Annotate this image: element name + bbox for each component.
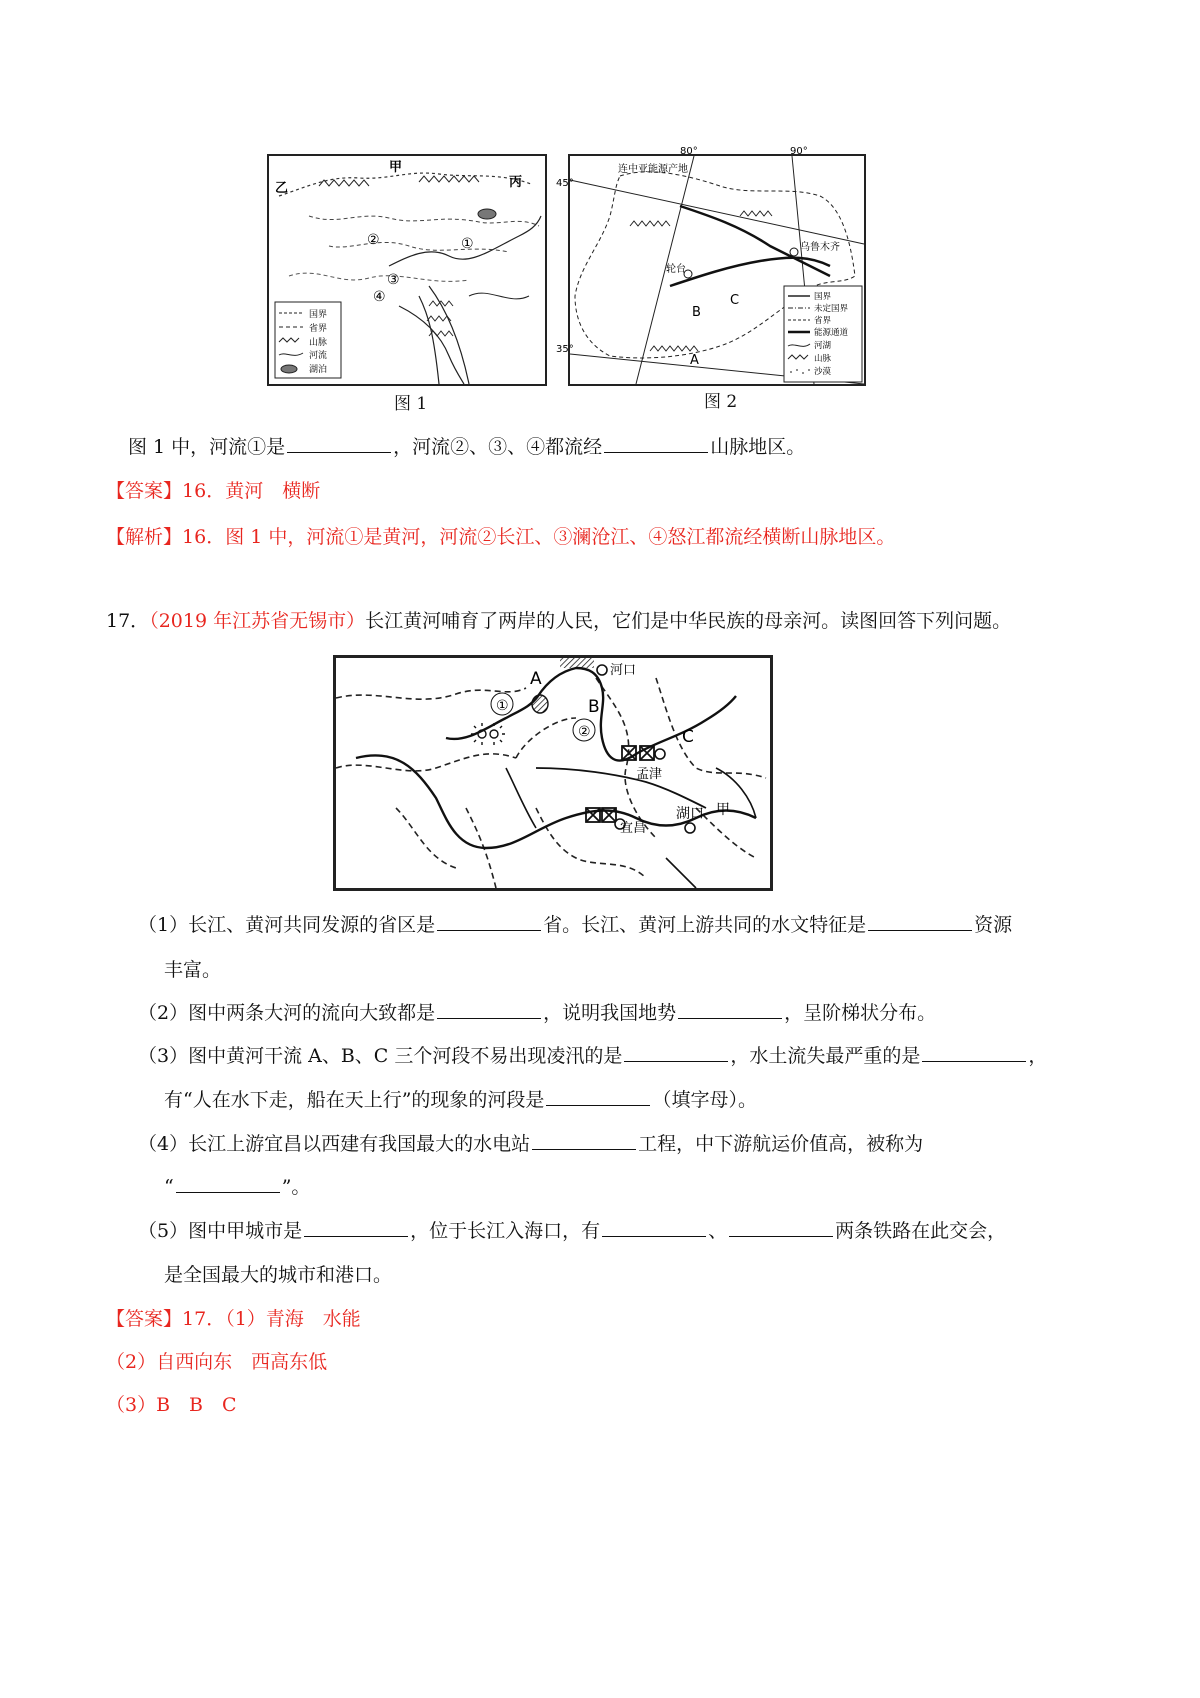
q17-map-city-hukou: 湖口 bbox=[676, 806, 704, 822]
figure-1-caption: 图 1 bbox=[394, 394, 428, 414]
fig2-city-urumqi: 乌鲁木齐 bbox=[800, 242, 840, 253]
q17-stem: 17．（2019 年江苏省无锡市）长江黄河哺育了两岸的人民，它们是中华民族的母亲河。读图回答下列问题。 bbox=[106, 610, 1012, 632]
q17-item-5-cont: 是全国最大的城市和港口。 bbox=[164, 1264, 393, 1286]
fig1-label-jia: 甲 bbox=[389, 160, 403, 175]
fig2-legend-0: 国界 bbox=[814, 292, 832, 302]
fig1-legend-3: 河流 bbox=[309, 351, 328, 361]
q17-map-city-yichang: 宜昌 bbox=[620, 821, 647, 836]
q17-item-2: （2）图中两条大河的流向大致都是 ，说明我国地势 ，呈阶梯状分布。 bbox=[138, 1002, 937, 1024]
fig2-label-C: C bbox=[730, 293, 740, 308]
q17-map-label-r1: ① bbox=[496, 698, 509, 714]
fig1-legend-0: 国界 bbox=[309, 310, 328, 320]
figure-2-caption: 图 2 bbox=[704, 392, 738, 412]
fig2-lat-45: 45° bbox=[556, 178, 574, 189]
fig1-legend-4: 湖泊 bbox=[309, 365, 328, 375]
q17-item-1: （1）长江、黄河共同发源的省区是 省。长江、黄河上游共同的水文特征是 资源 bbox=[138, 914, 1013, 936]
q17-map-label-B: B bbox=[588, 697, 600, 717]
fig1-river-2: ② bbox=[367, 232, 380, 248]
fig1-legend-2: 山脉 bbox=[309, 338, 328, 348]
q16-analysis: 【解析】16．图 1 中，河流①是黄河，河流②长江、③澜沧江、④怒江都流经横断山脉地区。 bbox=[106, 526, 896, 548]
q17-map-label-A: A bbox=[530, 669, 542, 689]
q17-map-label-C: C bbox=[682, 727, 694, 747]
q17-item-5: （5）图中甲城市是 ，位于长江入海口，有 、 两条铁路在此交会， bbox=[138, 1220, 1007, 1242]
fig1-river-1: ① bbox=[461, 236, 474, 252]
q17-item-3-cont: 有“人在水下走，船在天上行”的现象的河段是 （填字母）。 bbox=[164, 1089, 757, 1111]
fig2-pipeline-label: 连中亚能源产地 bbox=[618, 164, 688, 175]
q17-3-blank-3[interactable] bbox=[546, 1087, 650, 1106]
fig2-legend-6: 沙漠 bbox=[814, 367, 832, 377]
fig2-legend-5: 山脉 bbox=[814, 354, 832, 364]
q17-1-blank-1[interactable] bbox=[437, 912, 541, 931]
fig2-city-luntai: 轮台 bbox=[666, 264, 686, 275]
q17-3-blank-2[interactable] bbox=[922, 1043, 1026, 1062]
q16-answer: 【答案】16．黄河 横断 bbox=[106, 480, 321, 502]
q17-source: （2019 年江苏省无锡市） bbox=[149, 610, 366, 632]
q17-5-blank-2[interactable] bbox=[602, 1218, 706, 1237]
q17-item-4-cont: “ ”。 bbox=[164, 1176, 311, 1198]
q16-blank-2[interactable] bbox=[604, 434, 708, 453]
fig2-label-B: B bbox=[692, 305, 701, 320]
q17-map-city-mengjin: 孟津 bbox=[636, 767, 663, 782]
q17-3-blank-1[interactable] bbox=[624, 1043, 728, 1062]
q17-2-blank-2[interactable] bbox=[678, 1000, 782, 1019]
figure-1-map bbox=[267, 154, 547, 386]
fig2-lon-80: 80° bbox=[680, 146, 698, 157]
fig2-lon-90: 90° bbox=[790, 146, 808, 157]
figure-2-map bbox=[556, 146, 866, 386]
q17-map-hatched-oval bbox=[532, 695, 548, 713]
q17-map-label-r2: ② bbox=[578, 724, 591, 740]
q17-map-city-jia: 甲 bbox=[716, 802, 730, 818]
fig1-river-3: ③ bbox=[387, 272, 400, 288]
q17-5-blank-3[interactable] bbox=[729, 1218, 833, 1237]
q17-2-blank-1[interactable] bbox=[437, 1000, 541, 1019]
q17-4-blank-2[interactable] bbox=[176, 1174, 280, 1193]
fig2-label-A: A bbox=[690, 353, 699, 368]
fig2-legend-4: 河湖 bbox=[814, 341, 832, 351]
fig1-legend-1: 省界 bbox=[309, 324, 328, 334]
fig1-label-yi: 乙 bbox=[275, 181, 289, 196]
q17-1-blank-2[interactable] bbox=[868, 912, 972, 931]
fig2-legend-1: 未定国界 bbox=[814, 304, 849, 314]
q17-item-3: （3）图中黄河干流 A、B、C 三个河段不易出现凌汛的是 ，水土流失最严重的是 ， bbox=[138, 1045, 1048, 1067]
q17-5-blank-1[interactable] bbox=[304, 1218, 408, 1237]
q17-item-1-cont: 丰富。 bbox=[164, 959, 222, 981]
fig2-legend-2: 省界 bbox=[814, 316, 832, 326]
q16-blank-1[interactable] bbox=[287, 434, 391, 453]
q17-map-city-hekou: 河口 bbox=[610, 663, 637, 678]
fig1-river-4: ④ bbox=[373, 289, 386, 305]
fig1-label-bing: 丙 bbox=[509, 175, 523, 190]
q16-question: 图 1 中，河流①是 ，河流②、③、④都流经 山脉地区。 bbox=[128, 436, 806, 458]
q17-answer: 【答案】17．（1）青海 水能 bbox=[106, 1308, 361, 1330]
fig2-legend-3: 能源通道 bbox=[814, 328, 849, 338]
fig2-lat-35: 35° bbox=[556, 344, 574, 355]
q17-rivers-map bbox=[333, 655, 773, 891]
q17-4-blank-1[interactable] bbox=[532, 1131, 636, 1150]
q17-answer-line-2: （2）自西向东 西高东低 bbox=[106, 1351, 328, 1373]
q17-item-4: （4）长江上游宜昌以西建有我国最大的水电站 工程，中下游航运价值高，被称为 bbox=[138, 1133, 924, 1155]
q17-answer-line-3: （3）B B C bbox=[106, 1394, 237, 1416]
